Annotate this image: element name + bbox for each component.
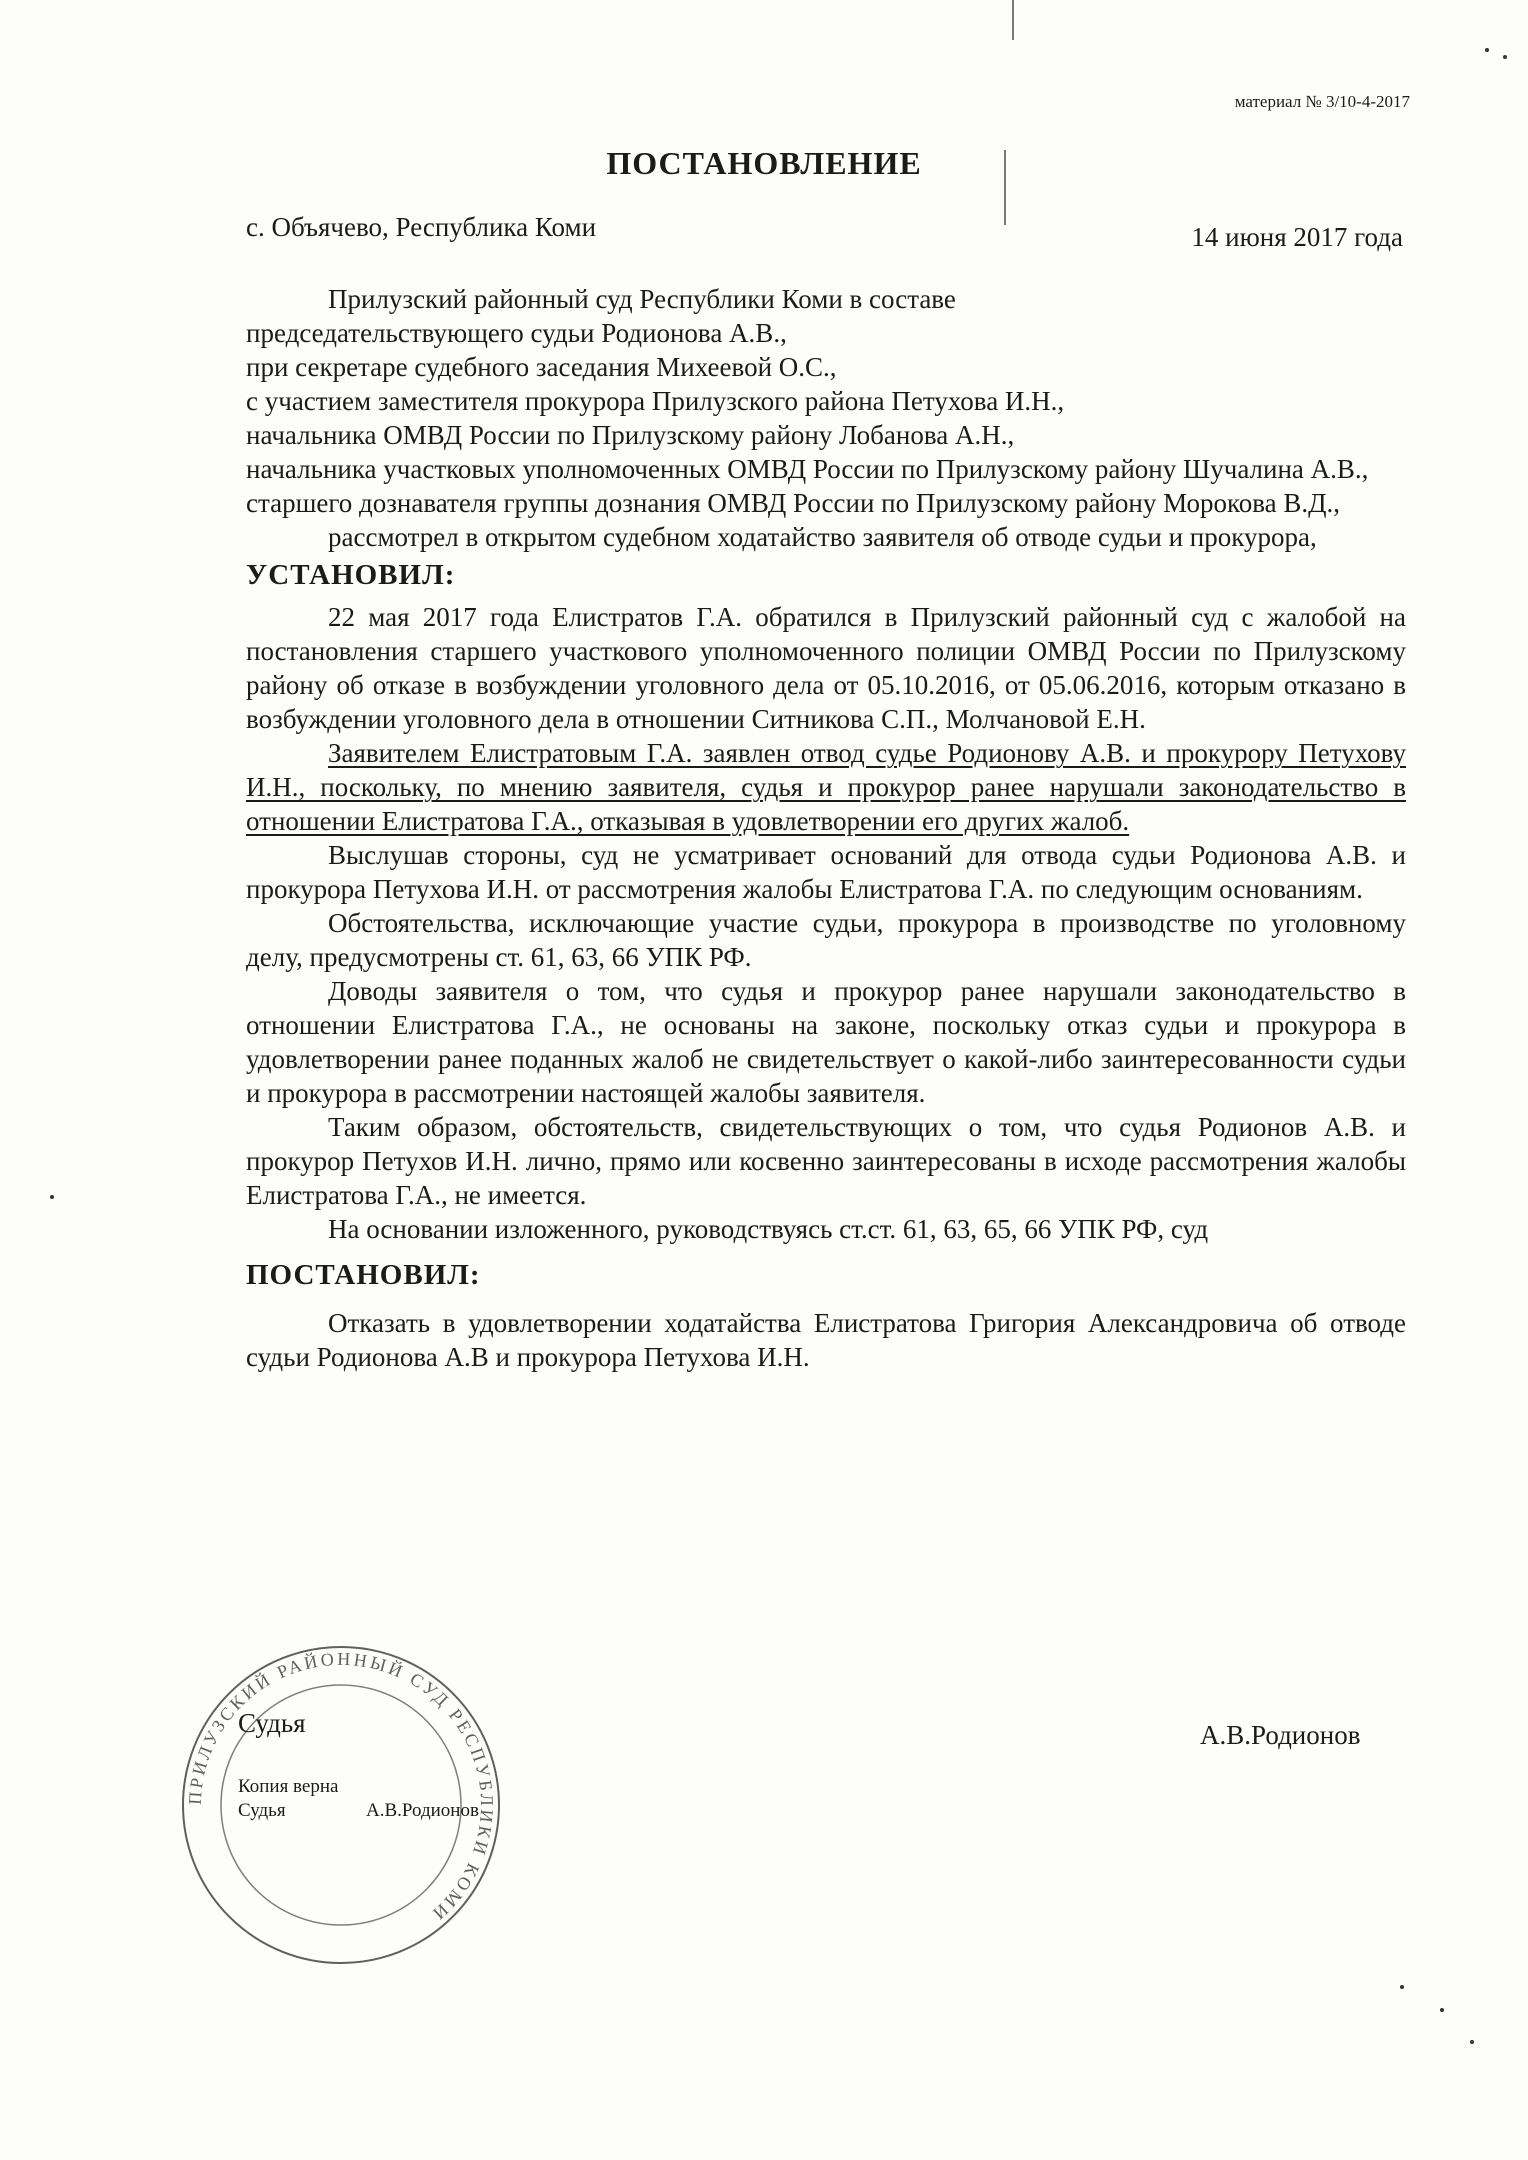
document-title: ПОСТАНОВЛЕНИЕ (606, 145, 922, 181)
established-paragraph-4: Обстоятельства, исключающие участие судьи, прокурора в производстве по уголовному делу, предусмотрены ст. 61, 63, 66 УПК РФ. (246, 908, 1406, 972)
established-paragraph-2: Заявителем Елистратовым Г.А. заявлен отвод судье Родионову А.В. и прокурору Петухову И.Н., поскольку, по мнению заявителя, судья и прокурор ранее нарушали законодательство в отношении Елистратова Г.А., отказывая в удовлетворении его других жалоб. (246, 738, 1406, 836)
established-paragraph-1: 22 мая 2017 года Елистратов Г.А. обратился в Прилузский районный суд с жалобой на постановления старшего участкового уполномоченного полиции ОМВД России по Прилузскому району об отказе в возбуждении уголовного дела от 05.10.2016, от 05.06.2016, которым отказано в возбуждении уголовного дела в отношении Ситникова С.П., Молчановой Е.Н. (246, 602, 1406, 734)
intro-line: начальника ОМВД России по Прилузскому району Лобанова А.Н., (246, 420, 1015, 450)
document-date: 14 июня 2017 года (1191, 222, 1403, 252)
case-reference: материал № 3/10-4-2017 (1234, 92, 1410, 111)
intro-line: председательствующего судьи Родионова А.В., (246, 318, 787, 348)
judge-label: Судья (238, 1708, 306, 1738)
copy-judge-name: А.В.Родионов (366, 1800, 479, 1821)
established-paragraph-3: Выслушав стороны, суд не усматривает оснований для отвода судьи Родионова А.В. и прокурора Петухова И.Н. от рассмотрения жалобы Елистратова Г.А. по следующим основаниям. (246, 840, 1406, 904)
scan-speck (1440, 2008, 1444, 2012)
intro-block (246, 282, 1406, 1374)
intro-line: начальника участковых уполномоченных ОМВД России по Прилузскому району Шучалина А.В., (246, 454, 1369, 484)
ruling-paragraph: Отказать в удовлетворении ходатайства Елистратова Григория Александровича об отводе судьи Родионова А.В и прокурора Петухова И.Н. (246, 1308, 1406, 1372)
established-paragraph-5: Доводы заявителя о том, что судья и прокурор ранее нарушали законодательство в отношении Елистратова Г.А., не основаны на законе, поскольку отказ судьи и прокурора в удовлетворении ранее поданных жалоб не свидетельствует о какой-либо заинтересованности судьи и прокурора в рассмотрении настоящей жалобы заявителя. (246, 976, 1406, 1108)
established-paragraph-7: На основании изложенного, руководствуясь ст.ст. 61, 63, 65, 66 УПК РФ, суд (328, 1214, 1209, 1244)
scan-mark-top (1012, 0, 1014, 40)
scan-speck (1470, 2040, 1474, 2044)
judge-name: А.В.Родионов (1200, 1720, 1361, 1750)
scan-speck (1485, 48, 1489, 52)
document-place: с. Объячево, Республика Коми (246, 212, 597, 242)
intro-line: с участием заместителя прокурора Прилузского района Петухова И.Н., (246, 386, 1065, 416)
scan-speck (1400, 1985, 1404, 1989)
established-paragraph-6: Таким образом, обстоятельств, свидетельствующих о том, что судья Родионов А.В. и прокурор Петухов И.Н. лично, прямо или косвенно заинтересованы в исходе рассмотрения жалобы Елистратова Г.А., не имеется. (246, 1112, 1406, 1210)
intro-line: старшего дознавателя группы дознания ОМВД России по Прилузскому району Морокова В.Д., (246, 488, 1341, 518)
ruling-heading: ПОСТАНОВИЛ: (246, 1259, 481, 1291)
intro-line: Прилузский районный суд Республики Коми в составе (328, 284, 956, 314)
scan-speck (1503, 55, 1507, 59)
copy-judge-label: Судья (238, 1800, 286, 1821)
established-heading: УСТАНОВИЛ: (246, 559, 456, 591)
scan-speck (50, 1195, 54, 1199)
copy-true-label: Копия верна (238, 1776, 339, 1797)
intro-line: рассмотрел в открытом судебном ходатайство заявителя об отводе судьи и прокурора, (328, 522, 1317, 552)
intro-line: при секретаре судебного заседания Михеевой О.С., (246, 352, 837, 382)
stamp-text: ПРИЛУЗСКИЙ РАЙОННЫЙ СУД РЕСПУБЛИКИ КОМИ (184, 1648, 498, 1926)
